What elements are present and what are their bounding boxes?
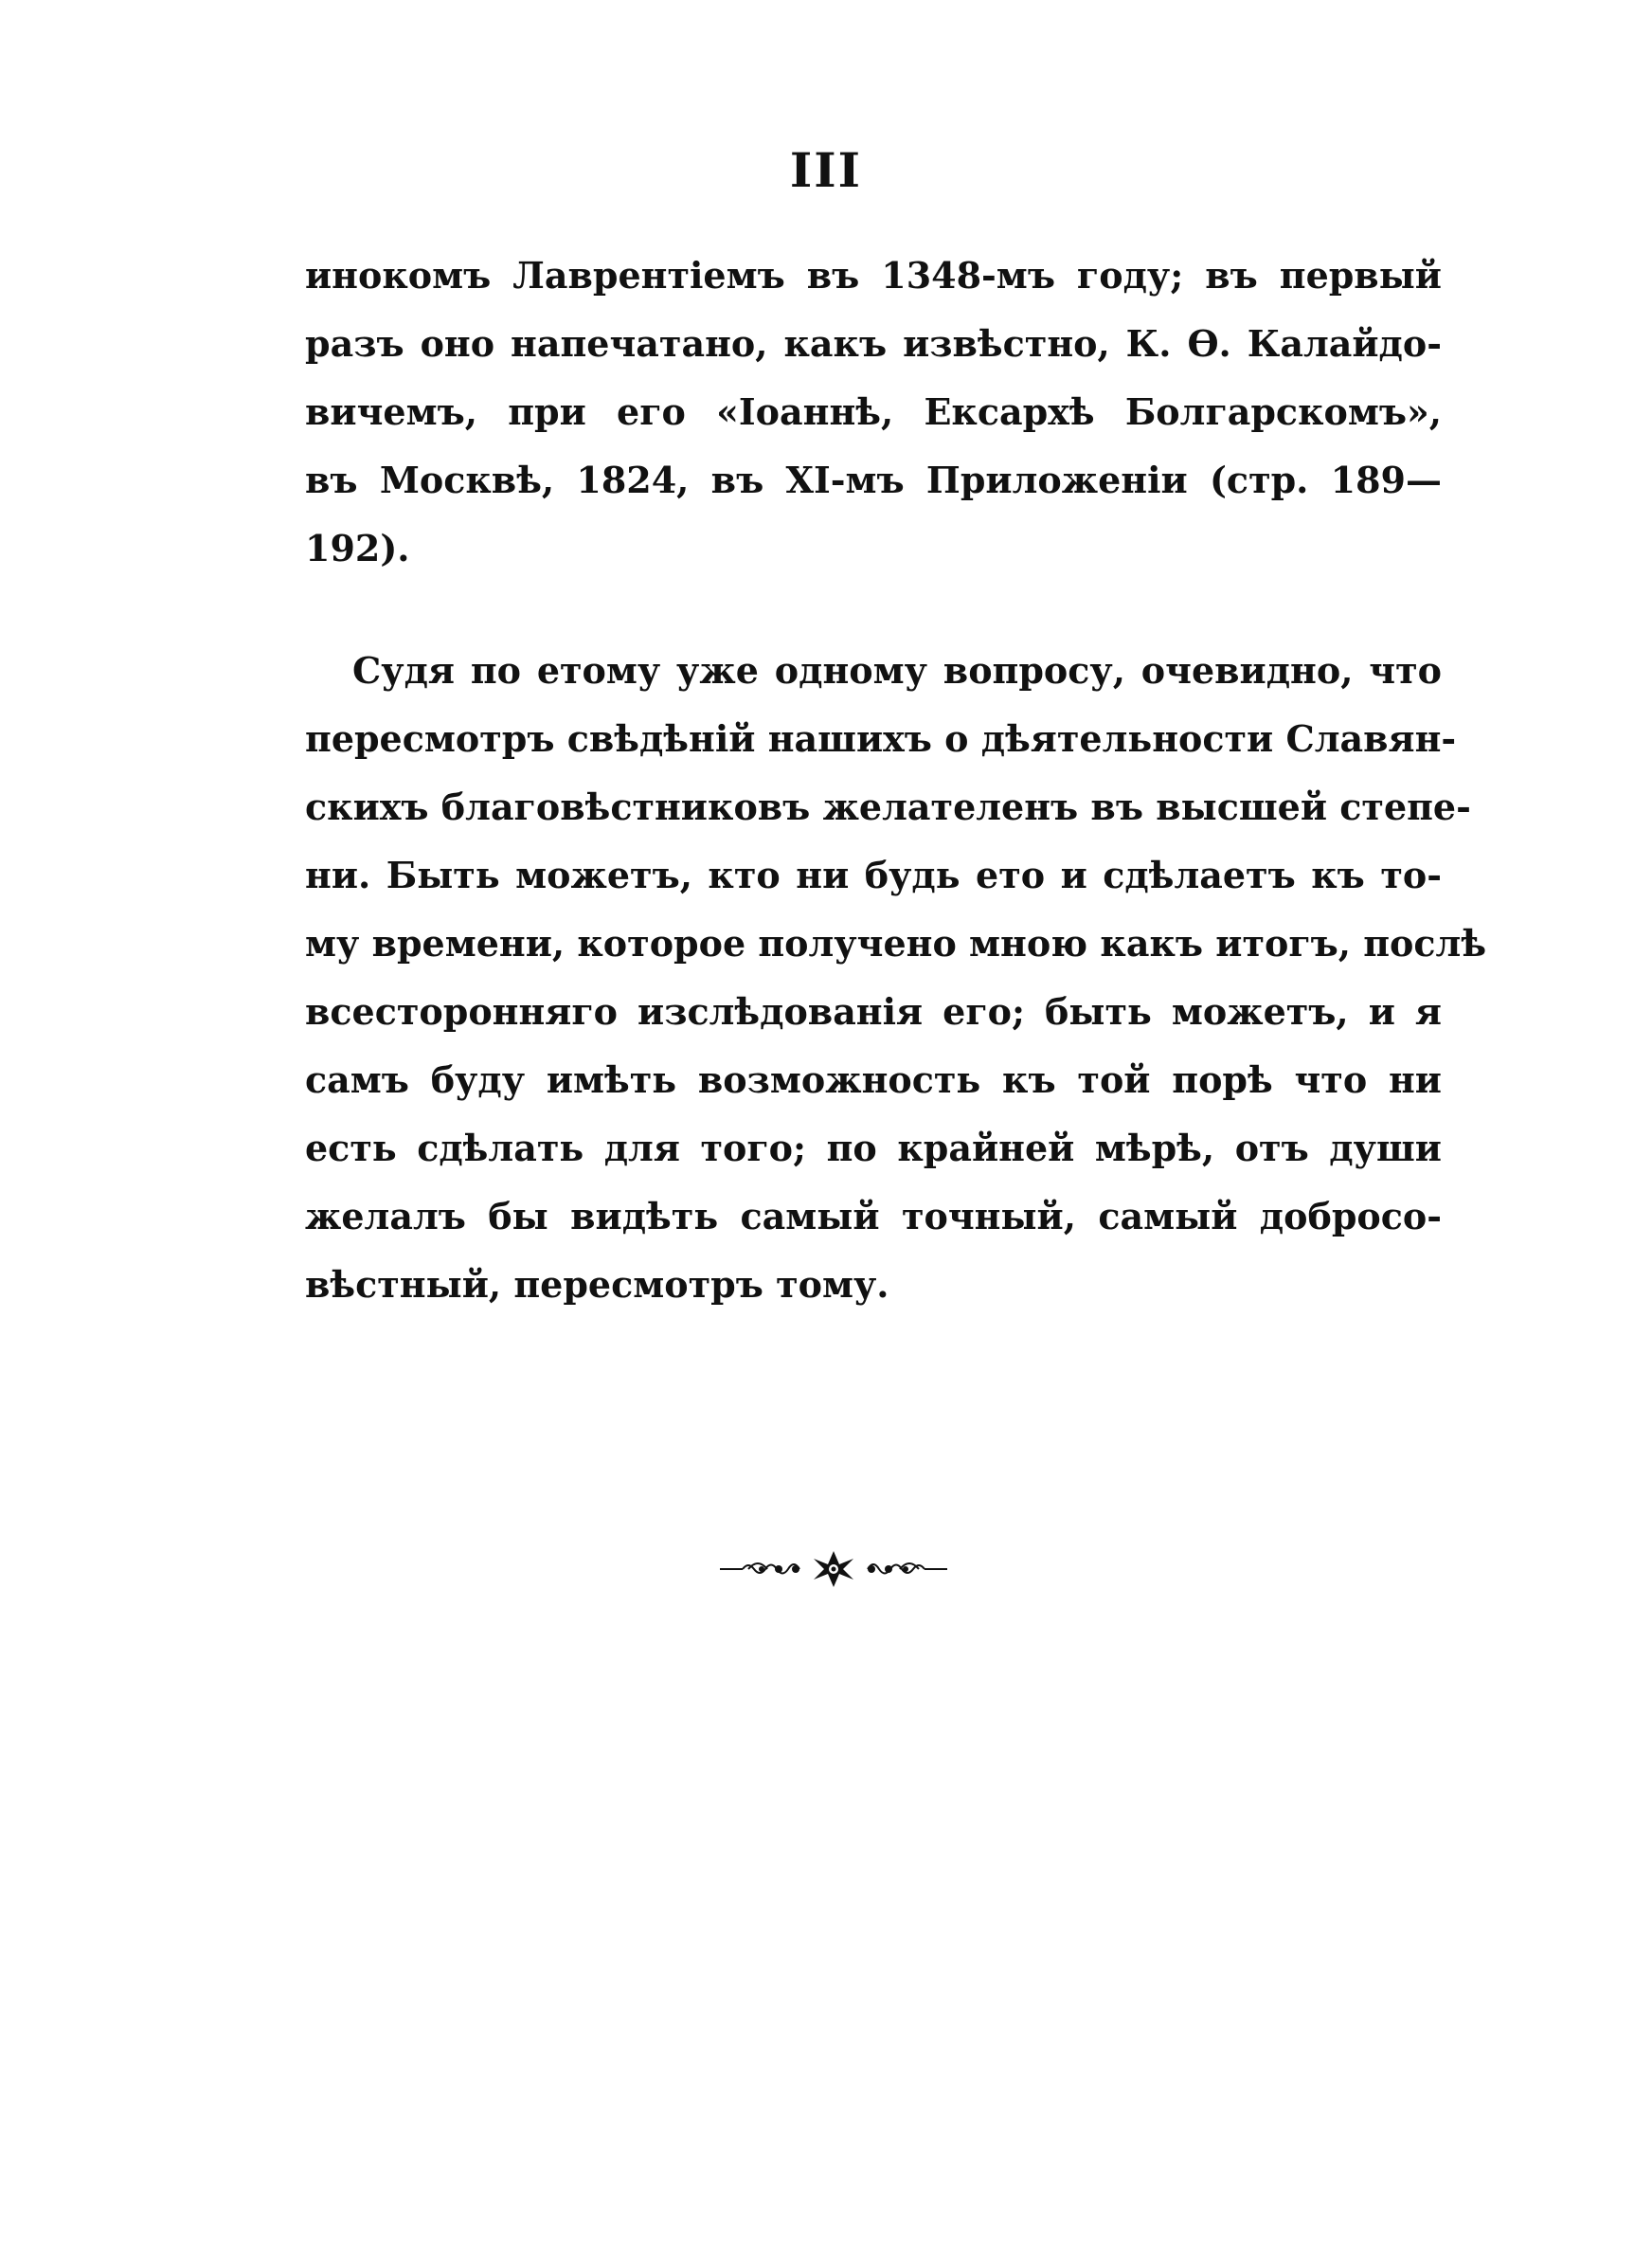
text-line: му времени, которое получено мною какъ итогъ, послѣ	[305, 922, 1487, 965]
text-line: вичемъ, при его «Іоаннѣ, Ексархѣ Болгарскомъ»,	[305, 390, 1442, 433]
text-line: инокомъ Лаврентіемъ въ 1348-мъ году; въ первый	[305, 254, 1442, 297]
text-line: Судя по етому уже одному вопросу, очевидно, что	[352, 649, 1442, 692]
text-line: ни. Быть можетъ, кто ни будь ето и сдѣлаетъ къ то-	[305, 854, 1442, 896]
text-line: въ Москвѣ, 1824, въ XI-мъ Приложеніи (стр. 189—	[305, 459, 1442, 501]
text-line: 192).	[305, 527, 410, 569]
paragraph-main	[305, 637, 1487, 1319]
text-line: скихъ благовѣстниковъ желателенъ въ высшей степе-	[305, 785, 1471, 828]
page-number: III	[789, 142, 863, 198]
text-line: самъ буду имѣть возможность къ той порѣ что ни	[305, 1058, 1442, 1101]
text-line: есть сдѣлать для того; по крайней мѣрѣ, отъ души	[305, 1127, 1442, 1169]
text-line: желалъ бы видѣть самый точный, самый добросо-	[305, 1195, 1442, 1237]
text-line: разъ оно напечатано, какъ извѣстно, К. Ѳ. Калайдо-	[305, 322, 1442, 365]
text-line: пересмотръ свѣдѣній нашихъ о дѣятельности Славян-	[305, 717, 1457, 760]
text-line: вѣстный, пересмотръ тому.	[305, 1263, 889, 1306]
text-line: всесторонняго изслѣдованія его; быть можетъ, и я	[305, 990, 1442, 1033]
paragraph-continuation	[305, 242, 1442, 583]
floral-tailpiece-ornament-icon	[720, 1547, 947, 1591]
